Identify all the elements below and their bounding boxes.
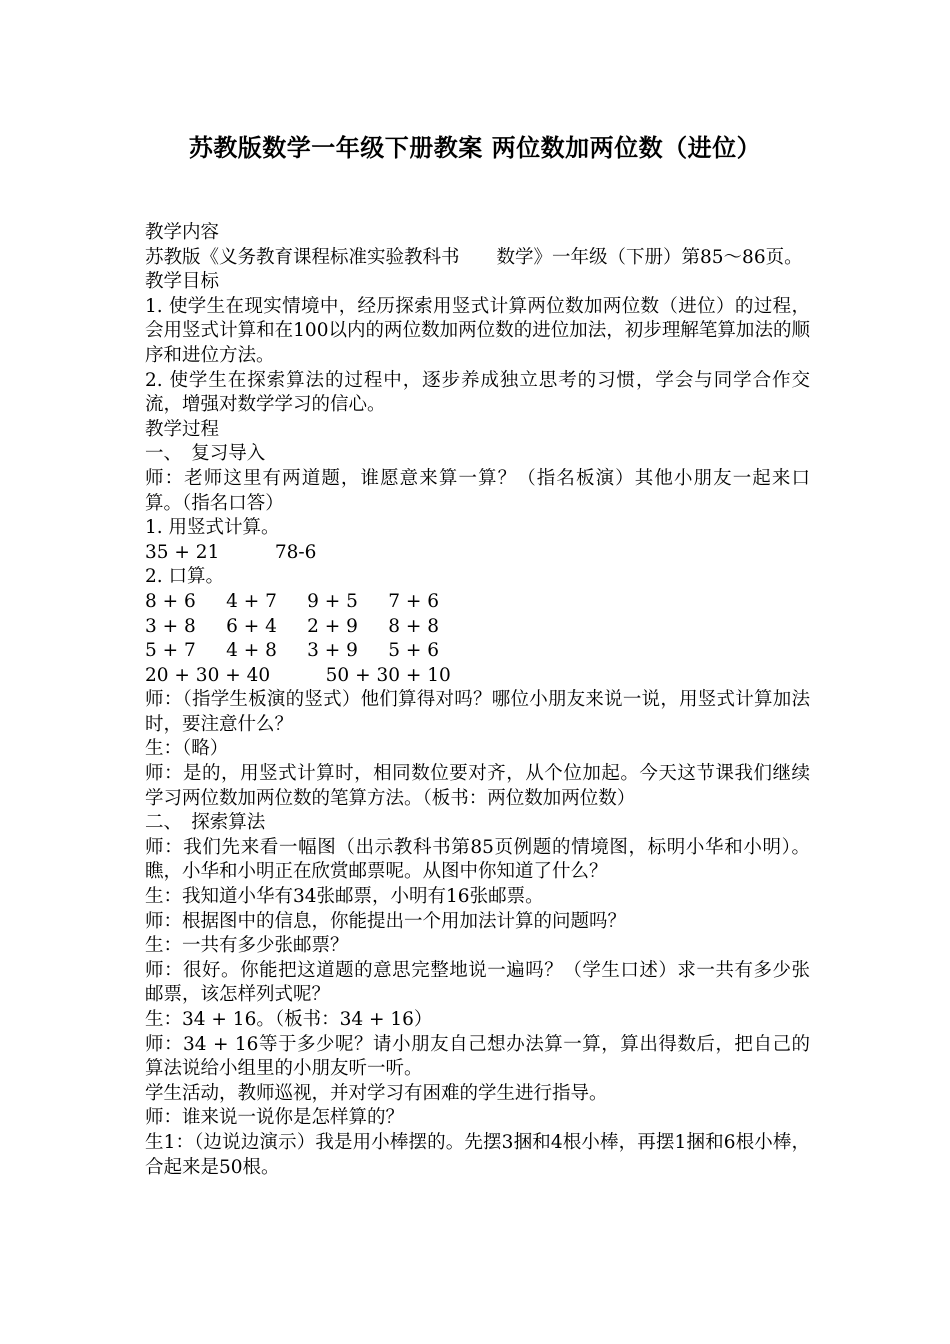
body-paragraph: 生：34 + 16。（板书：34 + 16）	[145, 1009, 433, 1030]
document-title: 苏教版数学一年级下册教案 两位数加两位数（进位）	[188, 133, 762, 162]
body-paragraph: 20 + 30 + 40 50 + 30 + 10	[145, 664, 451, 686]
body-paragraph: 生：一共有多少张邮票？	[145, 935, 349, 957]
body-paragraph: 师：根据图中的信息，你能提出一个用加法计算的问题吗？	[145, 910, 627, 932]
body-paragraph: 师：很好。你能把这道题的意思完整地说一遍吗？（学生口述）求一共有多少张邮票，该怎样列式呢？	[145, 959, 810, 1006]
body-paragraph: 师：（指学生板演的竖式）他们算得对吗？哪位小朋友来说一说，用竖式计算加法时，要注意什么？	[145, 689, 810, 735]
body-paragraph: 2. 口算。	[145, 566, 225, 588]
body-paragraph: 1. 使学生在现实情境中，经历探索用竖式计算两位数加两位数（进位）的过程，会用竖式计算和在100以内的两位数加两位数的进位加法，初步理解笔算加法的顺序和进位方法。	[145, 295, 810, 366]
body-paragraph: 师：谁来说一说你是怎样算的？	[145, 1107, 405, 1129]
body-paragraph: 5 + 7 4 + 8 3 + 9 5 + 6	[145, 640, 439, 662]
body-paragraph: 师：是的，用竖式计算时，相同数位要对齐，从个位加起。今天这节课我们继续学习两位数加两位数的笔算方法。（板书：两位数加两位数）	[145, 763, 810, 809]
body-paragraph: 教学目标	[145, 271, 220, 293]
document-body	[145, 221, 810, 1180]
body-paragraph: 生1：（边说边演示）我是用小棒摆的。先摆3捆和4根小棒，再摆1捆和6根小棒，合起来是50根。	[145, 1131, 810, 1178]
body-paragraph: 师：老师这里有两道题，谁愿意来算一算？（指名板演）其他小朋友一起来口算。（指名口答）	[145, 467, 810, 514]
body-paragraph: 教学过程	[145, 418, 220, 440]
body-paragraph: 35 + 21 78-6	[145, 541, 317, 563]
body-paragraph: 生：（略）	[145, 738, 229, 760]
body-paragraph: 学生活动，教师巡视，并对学习有困难的学生进行指导。	[145, 1082, 608, 1104]
body-paragraph: 2. 使学生在探索算法的过程中，逐步养成独立思考的习惯，学会与同学合作交流，增强对数学学习的信心。	[145, 369, 810, 416]
body-paragraph: 师：34 + 16等于多少呢？请小朋友自己想办法算一算，算出得数后，把自己的算法说给小组里的小朋友听一听。	[145, 1033, 810, 1080]
body-paragraph: 二、 探索算法	[145, 812, 266, 834]
body-paragraph: 苏教版《义务教育课程标准实验教科书 数学》一年级（下册）第85～86页。	[145, 246, 803, 268]
body-paragraph: 教学内容	[145, 222, 220, 243]
body-paragraph: 1. 用竖式计算。	[145, 517, 280, 539]
body-paragraph: 一、 复习导入	[145, 443, 266, 465]
body-paragraph: 师：我们先来看一幅图（出示教科书第85页例题的情境图，标明小华和小明）。瞧，小华和小明正在欣赏邮票呢。从图中你知道了什么？	[145, 836, 810, 883]
body-paragraph: 8 + 6 4 + 7 9 + 5 7 + 6	[145, 590, 439, 612]
body-paragraph: 3 + 8 6 + 4 2 + 9 8 + 8	[145, 615, 439, 637]
body-paragraph: 生：我知道小华有34张邮票，小明有16张邮票。	[145, 886, 544, 908]
